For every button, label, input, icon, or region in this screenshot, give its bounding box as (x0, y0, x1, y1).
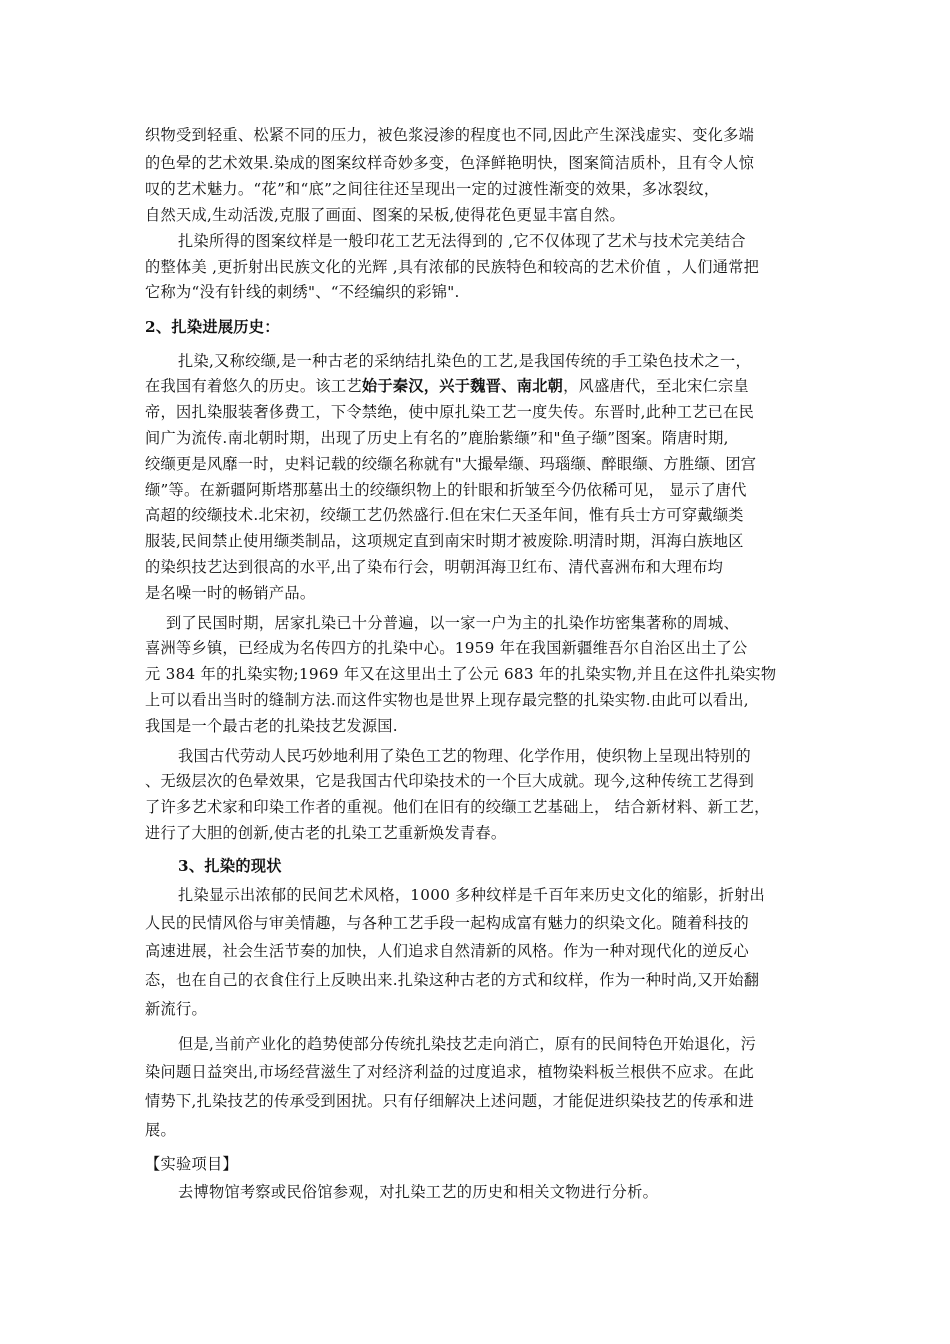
paragraph-line: 它称为“没有针线的刺绣"、“不经编织的彩锦". (145, 283, 460, 301)
paragraph-line: 缬”等。在新疆阿斯塔那墓出土的绞缬织物上的针眼和折皱至今仍依稀可见， 显示了唐代 (145, 481, 747, 499)
paragraph-line: 了许多艺术家和印染工作者的重视。他们在旧有的绞缬工艺基础上， 结合新材料、新工艺， (145, 798, 770, 816)
paragraph-line: 扎染所得的图案纹样是一般印花工艺无法得到的 ,它不仅体现了艺术与技术完美结合 (178, 232, 746, 250)
paragraph-line: 喜洲等乡镇，已经成为名传四方的扎染中心。1959 年在我国新疆维吾尔自治区出土了公 (145, 639, 748, 657)
paragraph-line: 是名噪一时的畅销产品。 (145, 584, 316, 602)
paragraph-line: 元 384 年的扎染实物;1969 年又在这里出土了公元 683 年的扎染实物,并且在这件扎染实物 (145, 665, 777, 683)
paragraph-line: 、无级层次的色晕效果，它是我国古代印染技术的一个巨大成就。现今,这种传统工艺得到 (145, 772, 755, 790)
paragraph-line: 间广为流传.南北朝时期，出现了历史上有名的”鹿胎紫缬”和"鱼子缬”图案。隋唐时期, (145, 429, 729, 447)
paragraph-line: 我国古代劳动人民巧妙地利用了染色工艺的物理、化学作用，使织物上呈现出特别的 (178, 747, 752, 765)
paragraph-line: 的染织技艺达到很高的水平,出了染布行会，明朝洱海卫红布、清代喜洲布和大理布均 (145, 558, 724, 576)
paragraph-line: 高速进展，社会生活节奏的加快，人们追求自然清新的风格。作为一种对现代化的逆反心 (145, 942, 750, 960)
paragraph-line: 染问题日益突出,市场经营滋生了对经济利益的过度追求，植物染料板兰根供不应求。在此 (145, 1063, 755, 1081)
paragraph-line: 我国是一个最古老的扎染技艺发源国. (145, 717, 398, 735)
paragraph-line: 人民的民情风俗与审美情趣，与各种工艺手段一起构成富有魅力的织染文化。随着科技的 (145, 914, 750, 932)
paragraph-line: 叹的艺术魅力。“花”和“底”之间往往还呈现出一定的过渡性渐变的效果，多冰裂纹， (145, 180, 720, 198)
paragraph-line: 情势下,扎染技艺的传承受到困扰。只有仔细解决上述问题，才能促进织染技艺的传承和进 (145, 1092, 755, 1110)
paragraph-line: 展。 (145, 1121, 176, 1139)
paragraph-line: 到了民国时期，居家扎染已十分普遍，以一家一户为主的扎染作坊密集著称的周城、 (166, 614, 740, 632)
section-heading: 3、扎染的现状 (178, 857, 282, 875)
paragraph-line: 但是,当前产业化的趋势使部分传统扎染技艺走向消亡，原有的民间特色开始退化，污 (178, 1035, 757, 1053)
paragraph-line: 扎染,又称绞缬,是一种古老的采纳结扎染色的工艺,是我国传统的手工染色技术之一， (178, 352, 751, 370)
paragraph-line: 自然天成,生动活泼,克服了画面、图案的呆板,使得花色更显丰富自然。 (145, 206, 626, 224)
paragraph-line: 上可以看出当时的缝制方法.而这件实物也是世界上现存最完整的扎染实物.由此可以看出, (145, 691, 749, 709)
paragraph-line: 态，也在自己的衣食住行上反映出来.扎染这种古老的方式和纹样，作为一种时尚,又开始翻 (145, 971, 760, 989)
text-span: 在我国有着悠久的历史。该工艺 (145, 377, 362, 395)
paragraph-line: 高超的绞缬技术.北宋初，绞缬工艺仍然盛行.但在宋仁天圣年间，惟有兵士方可穿戴缬类 (145, 506, 744, 524)
paragraph-line: 扎染显示出浓郁的民间艺术风格，1000 多种纹样是千百年来历史文化的缩影，折射出 (178, 886, 766, 904)
section-heading: 2、扎染进展历史： (145, 318, 280, 336)
paragraph-line: 的色晕的艺术效果.染成的图案纹样奇妙多变，色泽鲜艳明快，图案简洁质朴，且有令人惊 (145, 154, 755, 172)
paragraph-line: 进行了大胆的创新,使古老的扎染工艺重新焕发青春。 (145, 824, 507, 842)
paragraph-line: 绞缬更是风靡一时，史料记载的绞缬名称就有"大撮晕缬、玛瑙缬、醉眼缬、方胜缬、团宫 (145, 455, 757, 473)
emphasized-text: 始于秦汉，兴于魏晋、南北朝 (361, 377, 564, 395)
paragraph-line: 的整体美 ,更折射出民族文化的光辉 ,具有浓郁的民族特色和较高的艺术价值 ，人们通常把 (145, 258, 760, 276)
paragraph-line: 新流行。 (145, 1000, 207, 1018)
paragraph-line (145, 376, 749, 396)
paragraph-line: 服装,民间禁止使用缬类制品，这项规定直到南宋时期才被废除.明清时期，洱海白族地区 (145, 532, 744, 550)
paragraph-line: 织物受到轻重、松紧不同的压力，被色浆浸渗的程度也不同,因此产生深浅虚实、变化多端 (145, 126, 755, 144)
paragraph-line: 去博物馆考察或民俗馆参观，对扎染工艺的历史和相关文物进行分析。 (178, 1183, 659, 1201)
paragraph-line: 帝，因扎染服装奢侈费工，下令禁绝，使中原扎染工艺一度失传。东晋时,此种工艺已在民 (145, 403, 755, 421)
section-label: 【实验项目】 (145, 1155, 238, 1173)
text-span: ，风盛唐代，至北宋仁宗皇 (563, 377, 750, 395)
